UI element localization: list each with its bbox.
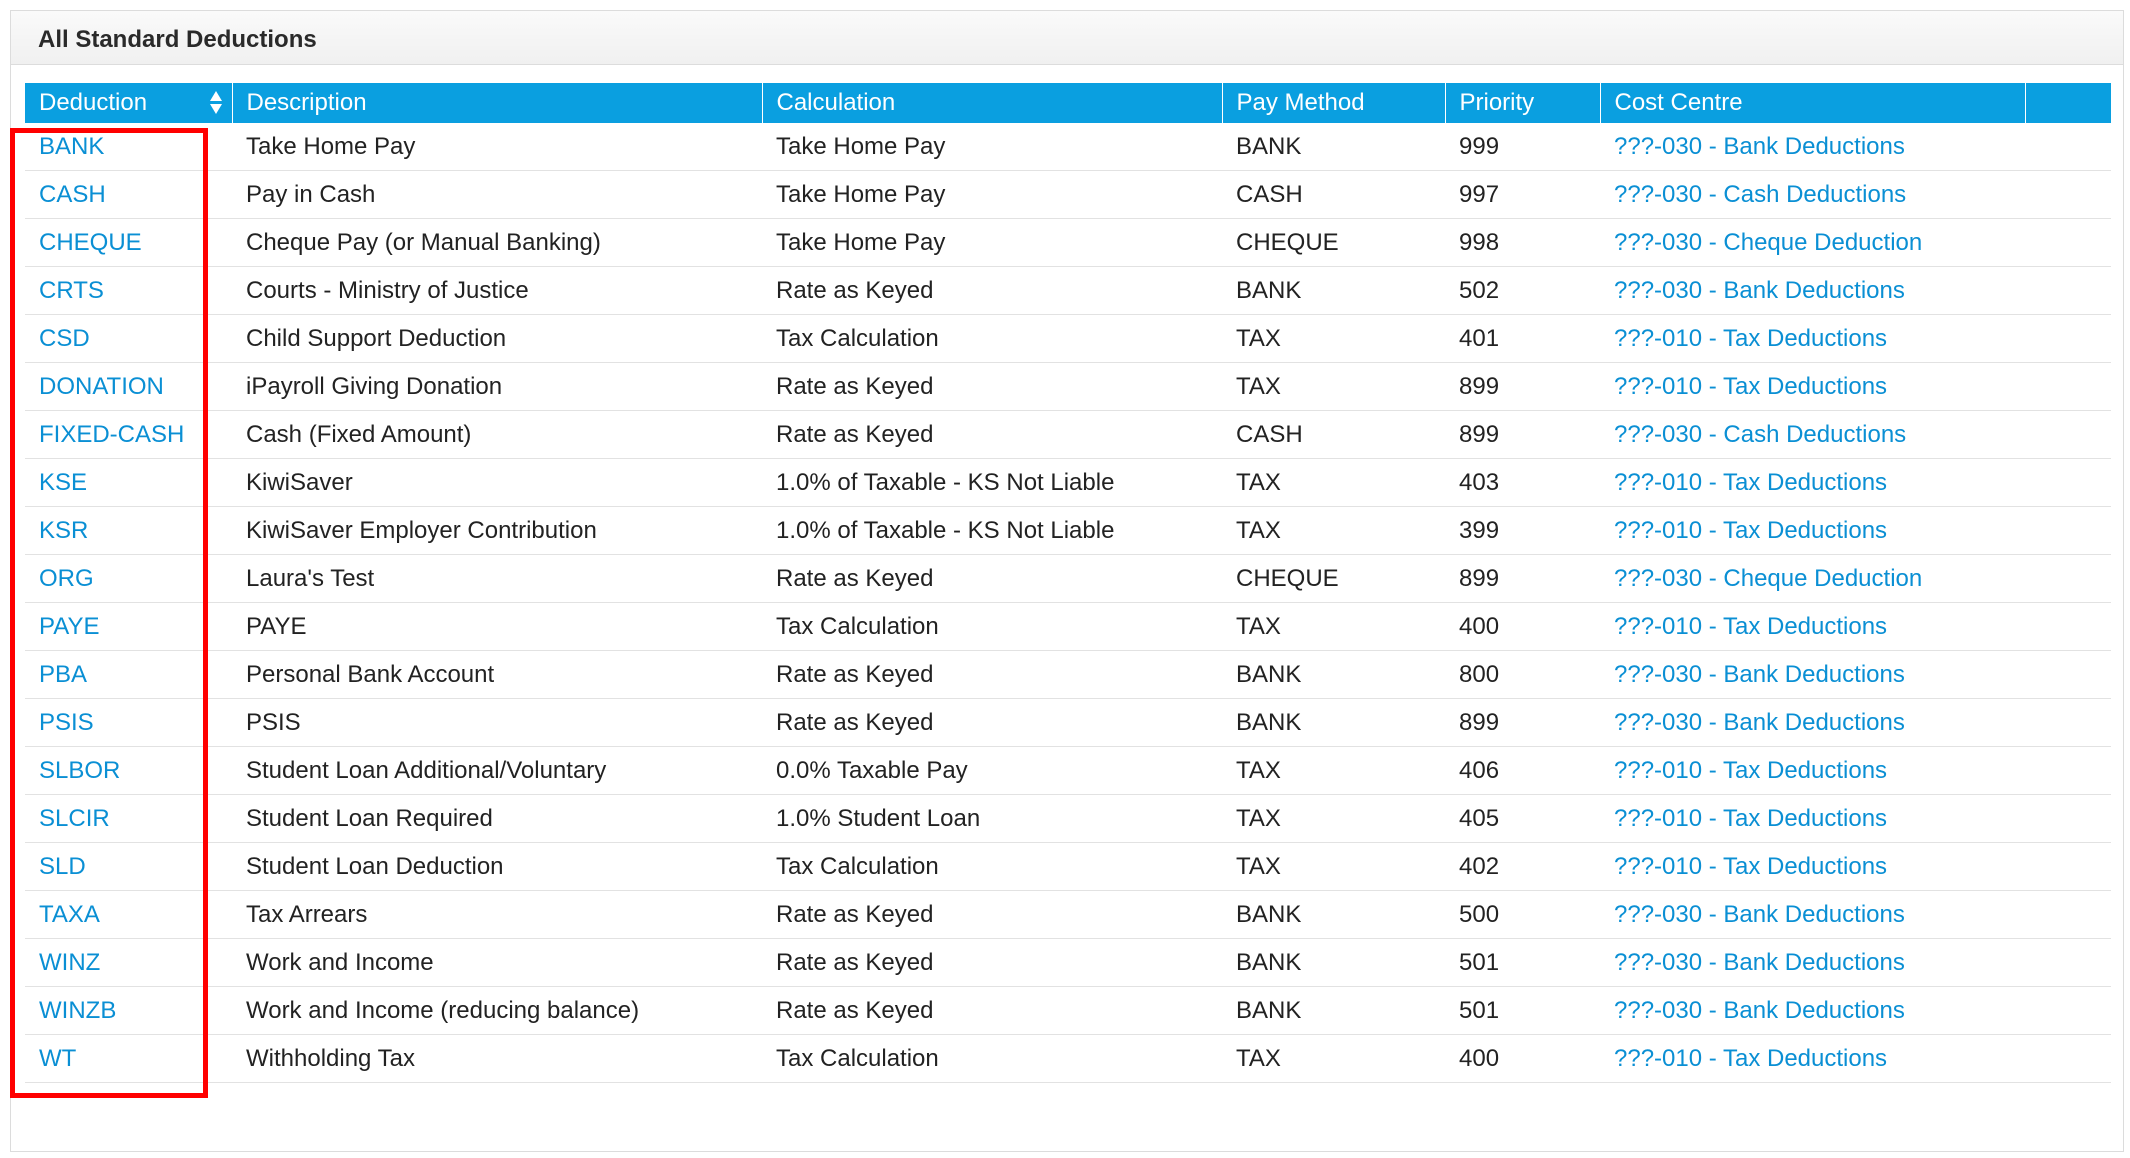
description-cell: Student Loan Required xyxy=(232,795,762,843)
empty-cell xyxy=(2025,171,2111,219)
empty-cell xyxy=(2025,939,2111,987)
empty-cell xyxy=(2025,555,2111,603)
description-cell: Student Loan Additional/Voluntary xyxy=(232,747,762,795)
empty-cell xyxy=(2025,459,2111,507)
description-cell: Take Home Pay xyxy=(232,123,762,171)
calculation-cell: Tax Calculation xyxy=(762,603,1222,651)
empty-cell xyxy=(2025,1035,2111,1083)
table-row[interactable] xyxy=(25,363,2111,411)
priority-cell: 899 xyxy=(1445,411,1600,459)
empty-cell xyxy=(2025,363,2111,411)
priority-cell: 406 xyxy=(1445,747,1600,795)
pay-method-cell: TAX xyxy=(1222,1035,1445,1083)
priority-cell: 899 xyxy=(1445,363,1600,411)
column-header-priority[interactable] xyxy=(1445,83,1600,123)
column-header-extra xyxy=(2025,83,2111,123)
calculation-cell: Rate as Keyed xyxy=(762,891,1222,939)
description-cell: Tax Arrears xyxy=(232,891,762,939)
panel-header xyxy=(11,10,2123,65)
cost-centre-link[interactable]: ???-030 - Bank Deductions xyxy=(1600,651,2025,699)
table-row[interactable] xyxy=(25,459,2111,507)
column-header-label: Deduction xyxy=(39,89,148,116)
description-cell: KiwiSaver xyxy=(232,459,762,507)
cost-centre-link[interactable]: ???-030 - Bank Deductions xyxy=(1600,891,2025,939)
calculation-cell: 0.0% Taxable Pay xyxy=(762,747,1222,795)
column-header-pay-method[interactable] xyxy=(1222,83,1445,123)
table-row[interactable] xyxy=(25,651,2111,699)
pay-method-cell: TAX xyxy=(1222,843,1445,891)
table-row[interactable] xyxy=(25,891,2111,939)
priority-cell: 400 xyxy=(1445,603,1600,651)
priority-cell: 502 xyxy=(1445,267,1600,315)
cost-centre-link[interactable]: ???-010 - Tax Deductions xyxy=(1600,315,2025,363)
description-cell: Work and Income xyxy=(232,939,762,987)
pay-method-cell: CHEQUE xyxy=(1222,555,1445,603)
description-cell: iPayroll Giving Donation xyxy=(232,363,762,411)
priority-cell: 999 xyxy=(1445,123,1600,171)
priority-cell: 405 xyxy=(1445,795,1600,843)
calculation-cell: Take Home Pay xyxy=(762,123,1222,171)
pay-method-cell: BANK xyxy=(1222,939,1445,987)
table-row[interactable] xyxy=(25,1035,2111,1083)
calculation-cell: Take Home Pay xyxy=(762,219,1222,267)
pay-method-cell: BANK xyxy=(1222,987,1445,1035)
deduction-code-link[interactable]: SLD xyxy=(25,843,232,891)
pay-method-cell: BANK xyxy=(1222,651,1445,699)
column-header-label: Calculation xyxy=(776,89,896,116)
table-row[interactable] xyxy=(25,507,2111,555)
pay-method-cell: BANK xyxy=(1222,267,1445,315)
priority-cell: 400 xyxy=(1445,1035,1600,1083)
panel-title: All Standard Deductions xyxy=(38,26,317,53)
calculation-cell: Rate as Keyed xyxy=(762,939,1222,987)
pay-method-cell: CHEQUE xyxy=(1222,219,1445,267)
table-row[interactable] xyxy=(25,267,2111,315)
deduction-code-link[interactable]: CASH xyxy=(25,171,232,219)
table-row[interactable] xyxy=(25,843,2111,891)
pay-method-cell: CASH xyxy=(1222,171,1445,219)
table-row[interactable] xyxy=(25,555,2111,603)
table-row[interactable] xyxy=(25,939,2111,987)
deductions-panel xyxy=(10,10,2124,1152)
cost-centre-link[interactable]: ???-030 - Bank Deductions xyxy=(1600,123,2025,171)
column-header-cost-centre[interactable] xyxy=(1600,83,2025,123)
pay-method-cell: TAX xyxy=(1222,315,1445,363)
pay-method-cell: CASH xyxy=(1222,411,1445,459)
deduction-code-link[interactable]: WT xyxy=(25,1035,232,1083)
priority-cell: 401 xyxy=(1445,315,1600,363)
calculation-cell: 1.0% of Taxable - KS Not Liable xyxy=(762,507,1222,555)
description-cell: Work and Income (reducing balance) xyxy=(232,987,762,1035)
table-row[interactable] xyxy=(25,123,2111,171)
priority-cell: 500 xyxy=(1445,891,1600,939)
priority-cell: 997 xyxy=(1445,171,1600,219)
empty-cell xyxy=(2025,411,2111,459)
deduction-code-link[interactable]: BANK xyxy=(25,123,232,171)
description-cell: PSIS xyxy=(232,699,762,747)
calculation-cell: Rate as Keyed xyxy=(762,363,1222,411)
pay-method-cell: TAX xyxy=(1222,795,1445,843)
priority-cell: 998 xyxy=(1445,219,1600,267)
cost-centre-link[interactable]: ???-030 - Bank Deductions xyxy=(1600,699,2025,747)
calculation-cell: Rate as Keyed xyxy=(762,411,1222,459)
deduction-code-link[interactable]: PSIS xyxy=(25,699,232,747)
priority-cell: 403 xyxy=(1445,459,1600,507)
cost-centre-link[interactable]: ???-030 - Cash Deductions xyxy=(1600,411,2025,459)
calculation-cell: Rate as Keyed xyxy=(762,555,1222,603)
empty-cell xyxy=(2025,507,2111,555)
pay-method-cell: TAX xyxy=(1222,747,1445,795)
calculation-cell: Take Home Pay xyxy=(762,171,1222,219)
description-cell: Pay in Cash xyxy=(232,171,762,219)
calculation-cell: 1.0% Student Loan xyxy=(762,795,1222,843)
calculation-cell: Rate as Keyed xyxy=(762,987,1222,1035)
table-row[interactable] xyxy=(25,699,2111,747)
description-cell: PAYE xyxy=(232,603,762,651)
deduction-code-link[interactable]: KSE xyxy=(25,459,232,507)
priority-cell: 501 xyxy=(1445,987,1600,1035)
empty-cell xyxy=(2025,699,2111,747)
deduction-code-link[interactable]: TAXA xyxy=(25,891,232,939)
pay-method-cell: TAX xyxy=(1222,459,1445,507)
deduction-code-link[interactable]: PBA xyxy=(25,651,232,699)
deduction-code-link[interactable]: SLCIR xyxy=(25,795,232,843)
cost-centre-link[interactable]: ???-030 - Cash Deductions xyxy=(1600,171,2025,219)
pay-method-cell: BANK xyxy=(1222,699,1445,747)
description-cell: Child Support Deduction xyxy=(232,315,762,363)
column-header-label: Pay Method xyxy=(1236,89,1365,116)
table-body xyxy=(25,123,2111,1083)
cost-centre-link[interactable]: ???-010 - Tax Deductions xyxy=(1600,459,2025,507)
deduction-code-link[interactable]: FIXED-CASH xyxy=(25,411,232,459)
empty-cell xyxy=(2025,747,2111,795)
empty-cell xyxy=(2025,891,2111,939)
deductions-table xyxy=(25,83,2111,1083)
deduction-code-link[interactable]: CHEQUE xyxy=(25,219,232,267)
empty-cell xyxy=(2025,123,2111,171)
cost-centre-link[interactable]: ???-030 - Bank Deductions xyxy=(1600,987,2025,1035)
deduction-code-link[interactable]: DONATION xyxy=(25,363,232,411)
deduction-code-link[interactable]: CSD xyxy=(25,315,232,363)
sort-updown-icon[interactable] xyxy=(210,89,222,117)
column-header-label: Cost Centre xyxy=(1614,89,1743,116)
calculation-cell: Rate as Keyed xyxy=(762,699,1222,747)
priority-cell: 399 xyxy=(1445,507,1600,555)
table-row[interactable] xyxy=(25,747,2111,795)
description-cell: Courts - Ministry of Justice xyxy=(232,267,762,315)
deduction-code-link[interactable]: ORG xyxy=(25,555,232,603)
priority-cell: 501 xyxy=(1445,939,1600,987)
table-row[interactable] xyxy=(25,171,2111,219)
calculation-cell: Rate as Keyed xyxy=(762,267,1222,315)
table-header-row xyxy=(25,83,2111,123)
deduction-code-link[interactable]: WINZ xyxy=(25,939,232,987)
empty-cell xyxy=(2025,219,2111,267)
cost-centre-link[interactable]: ???-010 - Tax Deductions xyxy=(1600,1035,2025,1083)
pay-method-cell: BANK xyxy=(1222,123,1445,171)
deduction-code-link[interactable]: WINZB xyxy=(25,987,232,1035)
description-cell: Cash (Fixed Amount) xyxy=(232,411,762,459)
cost-centre-link[interactable]: ???-030 - Cheque Deduction xyxy=(1600,219,2025,267)
calculation-cell: Tax Calculation xyxy=(762,315,1222,363)
description-cell: Personal Bank Account xyxy=(232,651,762,699)
cost-centre-link[interactable]: ???-010 - Tax Deductions xyxy=(1600,843,2025,891)
priority-cell: 899 xyxy=(1445,555,1600,603)
description-cell: Cheque Pay (or Manual Banking) xyxy=(232,219,762,267)
table-row[interactable] xyxy=(25,219,2111,267)
empty-cell xyxy=(2025,267,2111,315)
description-cell: Withholding Tax xyxy=(232,1035,762,1083)
description-cell: Laura's Test xyxy=(232,555,762,603)
pay-method-cell: TAX xyxy=(1222,603,1445,651)
table-row[interactable] xyxy=(25,795,2111,843)
column-header-description[interactable] xyxy=(232,83,762,123)
cost-centre-link[interactable]: ???-010 - Tax Deductions xyxy=(1600,603,2025,651)
cost-centre-link[interactable]: ???-010 - Tax Deductions xyxy=(1600,507,2025,555)
empty-cell xyxy=(2025,843,2111,891)
table-row[interactable] xyxy=(25,315,2111,363)
priority-cell: 800 xyxy=(1445,651,1600,699)
cost-centre-link[interactable]: ???-010 - Tax Deductions xyxy=(1600,747,2025,795)
table-row[interactable] xyxy=(25,603,2111,651)
table-row[interactable] xyxy=(25,411,2111,459)
column-header-deduction[interactable] xyxy=(25,83,232,123)
calculation-cell: Rate as Keyed xyxy=(762,651,1222,699)
deduction-code-link[interactable]: CRTS xyxy=(25,267,232,315)
calculation-cell: Tax Calculation xyxy=(762,1035,1222,1083)
column-header-label: Description xyxy=(246,89,367,116)
cost-centre-link[interactable]: ???-030 - Bank Deductions xyxy=(1600,939,2025,987)
pay-method-cell: TAX xyxy=(1222,507,1445,555)
deduction-code-link[interactable]: PAYE xyxy=(25,603,232,651)
calculation-cell: 1.0% of Taxable - KS Not Liable xyxy=(762,459,1222,507)
cost-centre-link[interactable]: ???-010 - Tax Deductions xyxy=(1600,795,2025,843)
table-row[interactable] xyxy=(25,987,2111,1035)
deduction-code-link[interactable]: SLBOR xyxy=(25,747,232,795)
priority-cell: 899 xyxy=(1445,699,1600,747)
cost-centre-link[interactable]: ???-010 - Tax Deductions xyxy=(1600,363,2025,411)
empty-cell xyxy=(2025,603,2111,651)
pay-method-cell: TAX xyxy=(1222,363,1445,411)
calculation-cell: Tax Calculation xyxy=(762,843,1222,891)
pay-method-cell: BANK xyxy=(1222,891,1445,939)
description-cell: KiwiSaver Employer Contribution xyxy=(232,507,762,555)
priority-cell: 402 xyxy=(1445,843,1600,891)
empty-cell xyxy=(2025,651,2111,699)
column-header-calculation[interactable] xyxy=(762,83,1222,123)
column-header-label: Priority xyxy=(1459,89,1535,116)
empty-cell xyxy=(2025,987,2111,1035)
deduction-code-link[interactable]: KSR xyxy=(25,507,232,555)
cost-centre-link[interactable]: ???-030 - Cheque Deduction xyxy=(1600,555,2025,603)
description-cell: Student Loan Deduction xyxy=(232,843,762,891)
empty-cell xyxy=(2025,315,2111,363)
empty-cell xyxy=(2025,795,2111,843)
cost-centre-link[interactable]: ???-030 - Bank Deductions xyxy=(1600,267,2025,315)
